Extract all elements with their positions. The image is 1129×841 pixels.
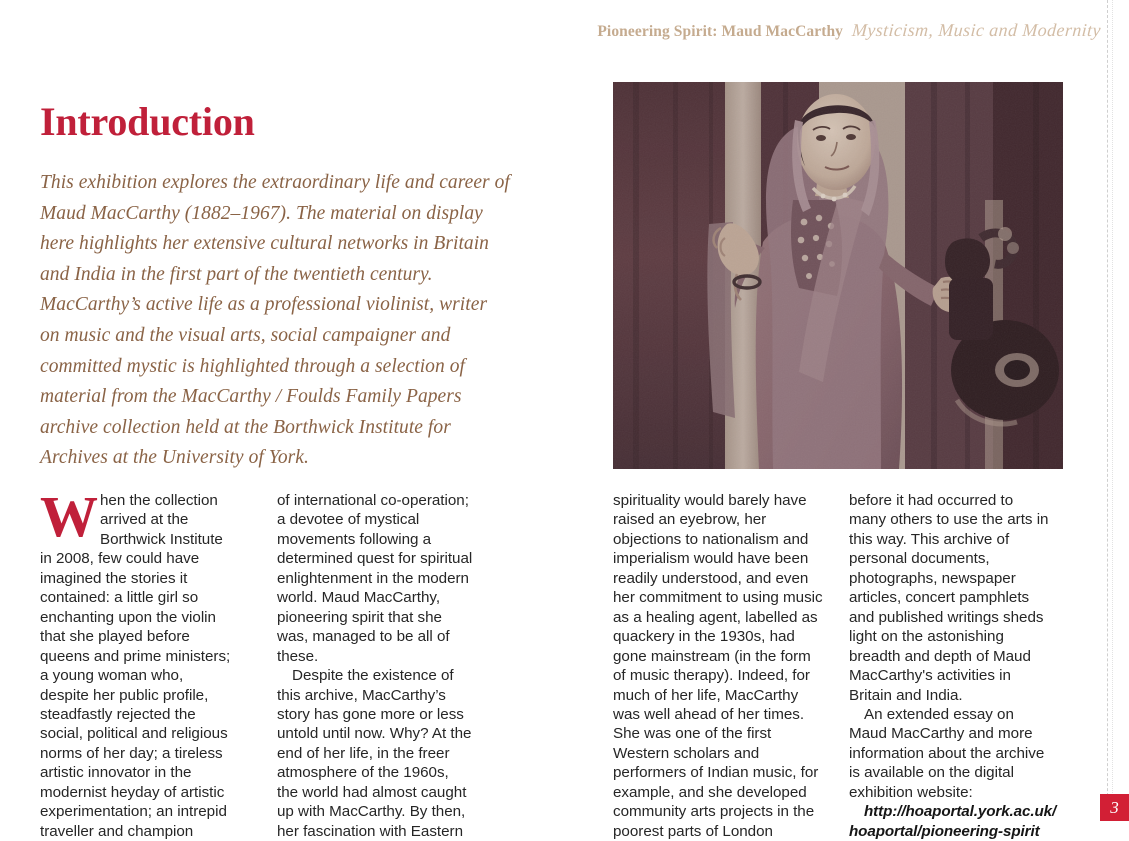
running-header-subtitle: Mysticism, Music and Modernity bbox=[851, 20, 1102, 40]
body-column-4 bbox=[849, 491, 1057, 841]
column-2-paragraph-1: of international co-operation; a devotee of mystical movements following a determined quest for spiritual enlightenment in the modern world. Maud MacCarthy, pioneering spirit that she was, managed to be all of these. bbox=[277, 492, 473, 665]
drop-cap: W bbox=[40, 484, 98, 549]
standfirst-paragraph: This exhibition explores the extraordinary life and career of Maud MacCarthy (1882–1967). The material on display here highlights her extensive cultural networks in Britain and India in the first part of the twentieth century. MacCarthy’s active life as a professional violinist, writer on music and the visual arts, social campaigner and committed mystic is highlighted through a selection of material from the MacCarthy / Foulds Family Papers archive collection held at the Borthwick Institute for Archives at the University of York. bbox=[40, 172, 510, 469]
body-column-2 bbox=[277, 491, 473, 841]
body-column-3 bbox=[613, 491, 823, 841]
photograph-image bbox=[613, 82, 1063, 469]
running-header-title: Pioneering Spirit: Maud MacCarthy bbox=[597, 23, 844, 40]
page-title: Introduction bbox=[40, 98, 255, 144]
column-3-paragraph-1: spirituality would barely have raised an eyebrow, her objections to nationalism and imperialism would have been readily understood, and even her commitment to using music as a healing agent, labelled as quackery in the 1930s, had gone mainstream (in the form of music therapy). Indeed, for much of her life, MacCarthy was well ahead of her times. She was one of the first Western scholars and performers of Indian music, for example, and she developed community arts projects in the poorest parts of London bbox=[613, 492, 823, 840]
running-header bbox=[0, 20, 1101, 41]
archive-photograph bbox=[613, 82, 1063, 469]
body-column-1 bbox=[40, 484, 236, 841]
column-4-text: An extended essay on Maud MacCarthy and more information about the archive is available on the digital exhibition website: bbox=[849, 705, 1045, 801]
page-number-badge: 3 bbox=[1100, 794, 1129, 821]
column-4-paragraph-1: before it had occurred to many others to use the arts in this way. This archive of personal documents, photographs, newspaper articles, concert pamphlets and published writings sheds light on the astonishing breadth and depth of Maud MacCarthy's activities in Britain and India. bbox=[849, 492, 1049, 704]
body-columns bbox=[0, 484, 1129, 840]
column-2-paragraph-2: Despite the existence of this archive, MacCarthy’s story has gone more or less untold until now. Why? At the end of her life, in the freer atmosphere of the 1960s, the world had almost caught up with MacCarthy. By then, her fascination with Eastern bbox=[277, 667, 472, 840]
column-1-paragraph-1 bbox=[40, 484, 236, 841]
exhibition-website-url[interactable]: http://hoaportal.york.ac.uk/ hoaportal/pioneering-spirit bbox=[849, 803, 1057, 840]
column-1-text: hen the collection arrived at the Borthwick Institute in 2008, few could have imagined the stories it contained: a little girl so enchanting upon the violin that she played before queens and prime ministers; a young woman who, despite her public profile, steadfastly rejected the social, political and religious norms of her day; a tireless artistic innovator in the modernist heyday of artistic experimentation; an intrepid traveller and champion bbox=[40, 492, 231, 840]
